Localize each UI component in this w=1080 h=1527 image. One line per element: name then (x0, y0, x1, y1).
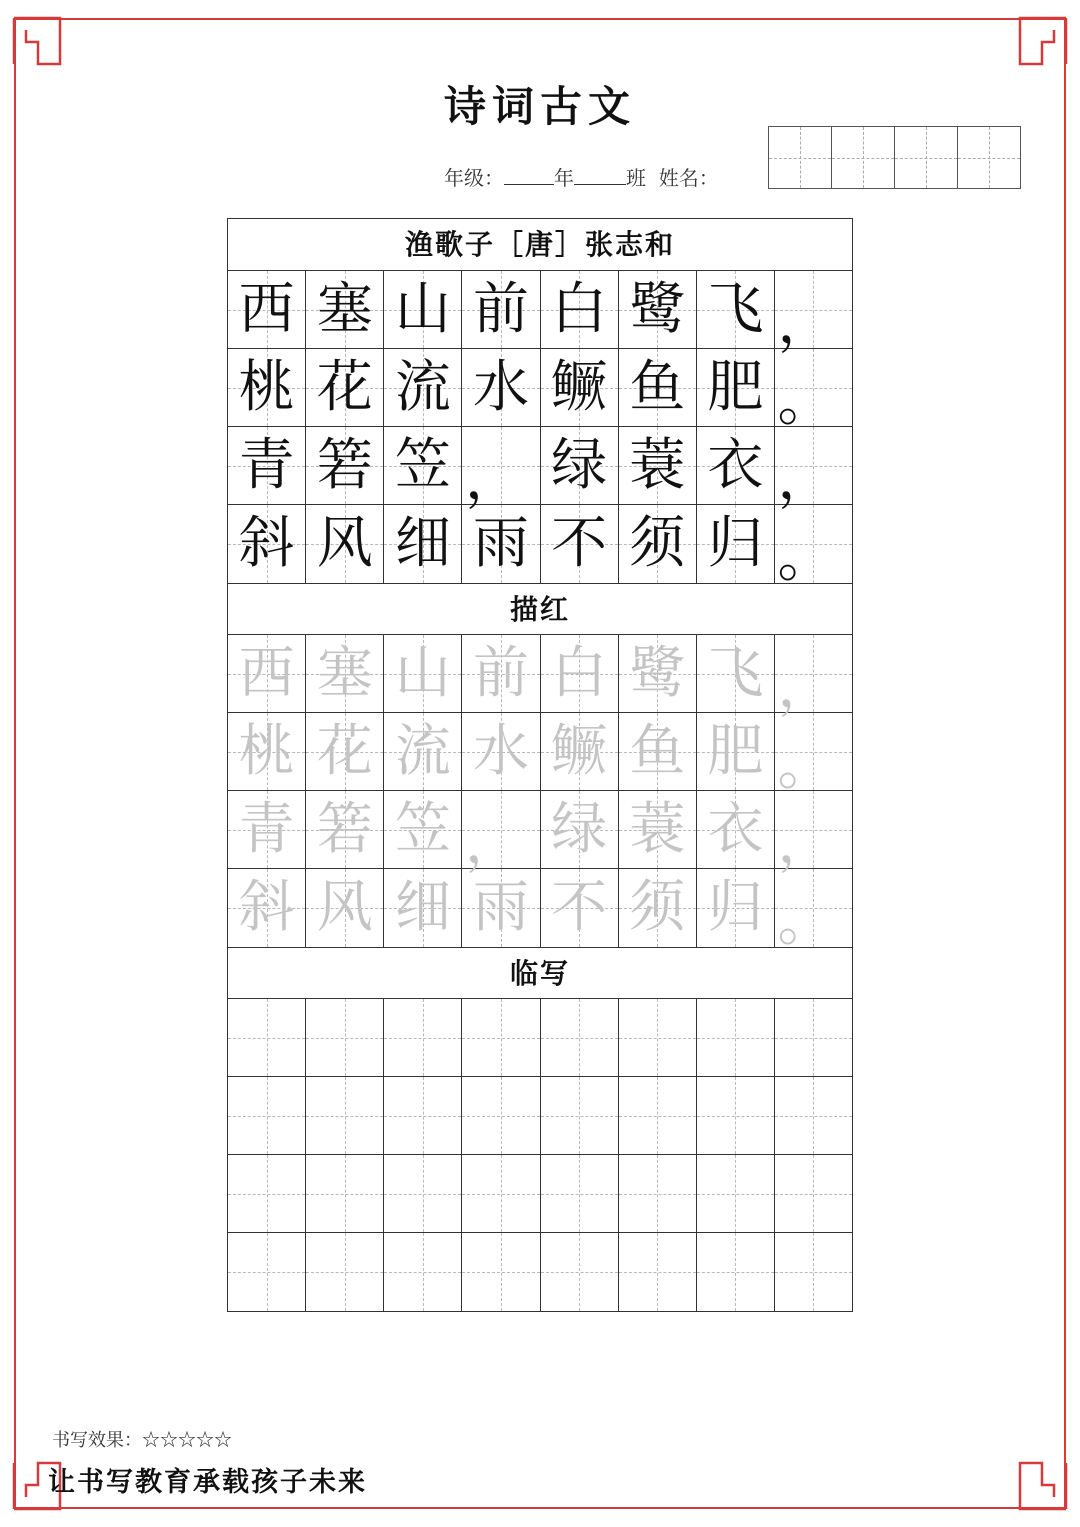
student-info (444, 162, 719, 191)
trace-cell[interactable] (775, 791, 852, 876)
copy-cell[interactable] (228, 999, 306, 1076)
character: 白 (551, 276, 608, 342)
model-cell (775, 505, 852, 590)
character: 西 (238, 276, 295, 342)
trace-cell[interactable] (306, 713, 384, 790)
grade-label: 年级： (444, 166, 504, 190)
character: 细 (394, 875, 451, 940)
model-cell (619, 349, 697, 426)
trace-cell[interactable] (306, 791, 384, 868)
copy-cell[interactable] (619, 1233, 697, 1311)
character: 蓑 (629, 432, 686, 498)
copy-cell[interactable] (306, 999, 384, 1076)
model-cell (228, 349, 306, 426)
trace-cell[interactable] (228, 791, 306, 868)
model-section (228, 271, 852, 590)
character: 前 (472, 640, 529, 706)
copy-cell[interactable] (775, 1155, 852, 1232)
character: 风 (316, 511, 373, 576)
copy-cell[interactable] (462, 999, 540, 1076)
character: 斜 (238, 875, 295, 940)
character: 不 (551, 511, 608, 576)
trace-cell[interactable] (306, 869, 384, 947)
character: 鱼 (629, 354, 686, 420)
copy-cell[interactable] (541, 1155, 619, 1232)
character: 鱼 (629, 718, 686, 784)
name-boxes[interactable] (769, 126, 1021, 189)
trace-heading: 描红 (228, 583, 852, 635)
character: 肥 (707, 718, 764, 784)
trace-cell[interactable] (462, 713, 540, 790)
model-cell (462, 271, 540, 348)
character: 斜 (238, 511, 295, 576)
character: 雨 (472, 511, 529, 576)
trace-cell[interactable] (384, 791, 462, 868)
trace-cell[interactable] (462, 869, 540, 947)
character: 衣 (707, 432, 764, 498)
copy-heading: 临写 (228, 947, 852, 999)
character: 笠 (394, 796, 451, 862)
name-box[interactable] (831, 126, 895, 189)
character: 箬 (316, 796, 373, 862)
trace-cell[interactable] (462, 791, 540, 876)
character: 。 (777, 525, 834, 590)
trace-row[interactable] (228, 713, 852, 798)
character: 山 (394, 276, 451, 342)
model-cell (775, 349, 852, 434)
model-cell (306, 271, 384, 348)
trace-cell[interactable] (541, 869, 619, 947)
copy-cell[interactable] (697, 999, 775, 1076)
model-row (228, 349, 852, 434)
slogan: 让书写教育承载孩子未来 (48, 1467, 367, 1498)
copy-cell[interactable] (384, 1077, 462, 1154)
copy-cell[interactable] (697, 1155, 775, 1232)
copy-row[interactable] (228, 1155, 852, 1233)
character: 。 (777, 732, 834, 798)
character: 水 (472, 354, 529, 420)
character: 水 (472, 718, 529, 784)
character: 白 (551, 640, 608, 706)
trace-cell[interactable] (775, 713, 852, 798)
copy-row[interactable] (228, 1233, 852, 1311)
character: 风 (316, 875, 373, 940)
grade-blank[interactable] (504, 166, 554, 185)
character: 绿 (551, 432, 608, 498)
practice-sheet (227, 218, 853, 1312)
copy-cell[interactable] (462, 1155, 540, 1232)
trace-cell[interactable] (541, 635, 619, 712)
model-cell (697, 427, 775, 504)
copy-cell[interactable] (384, 1155, 462, 1232)
character: 。 (777, 368, 834, 434)
copy-cell[interactable] (462, 1077, 540, 1154)
character: 鹭 (629, 276, 686, 342)
corner-ornament (1018, 1461, 1068, 1511)
trace-cell[interactable] (619, 635, 697, 712)
name-box[interactable] (768, 126, 832, 189)
trace-cell[interactable] (228, 635, 306, 712)
trace-cell[interactable] (384, 713, 462, 790)
copy-cell[interactable] (306, 1233, 384, 1311)
trace-cell[interactable] (697, 791, 775, 868)
trace-cell[interactable] (384, 869, 462, 947)
rating-label: 书写效果：☆☆☆☆☆ (52, 1430, 232, 1451)
character: 桃 (238, 354, 295, 420)
character: 笠 (394, 432, 451, 498)
model-cell (775, 427, 852, 512)
copy-cell[interactable] (775, 1233, 852, 1311)
character: 西 (238, 640, 295, 706)
trace-cell[interactable] (541, 713, 619, 790)
character: 鳜 (551, 718, 608, 784)
model-cell (541, 271, 619, 348)
trace-cell[interactable] (228, 713, 306, 790)
copy-row[interactable] (228, 1077, 852, 1155)
copy-cell[interactable] (384, 999, 462, 1076)
character: ， (464, 446, 521, 512)
model-row (228, 427, 852, 512)
model-row (228, 505, 852, 590)
model-cell (306, 505, 384, 583)
poem-heading: 渔歌子［唐］张志和 (228, 219, 852, 271)
trace-cell[interactable] (384, 635, 462, 712)
character: ， (777, 290, 834, 356)
character: ， (777, 810, 834, 876)
trace-cell[interactable] (619, 869, 697, 947)
character: 飞 (707, 276, 764, 342)
trace-row[interactable] (228, 635, 852, 720)
copy-cell[interactable] (697, 1077, 775, 1154)
copy-cell[interactable] (228, 1155, 306, 1232)
copy-cell[interactable] (306, 1155, 384, 1232)
trace-cell[interactable] (775, 635, 852, 720)
trace-section[interactable] (228, 635, 852, 954)
trace-cell[interactable] (619, 791, 697, 868)
character: 流 (394, 354, 451, 420)
model-cell (384, 349, 462, 426)
model-cell (462, 349, 540, 426)
corner-ornament (1018, 16, 1068, 66)
model-cell (619, 505, 697, 583)
model-cell (228, 505, 306, 583)
character: 鹭 (629, 640, 686, 706)
character: 飞 (707, 640, 764, 706)
model-cell (384, 505, 462, 583)
model-cell (541, 427, 619, 504)
trace-cell[interactable] (775, 869, 852, 954)
trace-cell[interactable] (228, 869, 306, 947)
character: 雨 (472, 875, 529, 940)
character: ， (464, 810, 521, 876)
character: 肥 (707, 354, 764, 420)
character: 前 (472, 276, 529, 342)
character: 塞 (316, 640, 373, 706)
model-cell (697, 505, 775, 583)
model-row (228, 271, 852, 356)
year-label: 年 (554, 166, 574, 190)
model-cell (462, 427, 540, 512)
model-cell (541, 505, 619, 583)
character: 细 (394, 511, 451, 576)
copy-cell[interactable] (775, 999, 852, 1076)
copy-cell[interactable] (775, 1077, 852, 1154)
model-cell (619, 271, 697, 348)
copy-section[interactable] (228, 999, 852, 1311)
class-blank[interactable] (574, 166, 626, 185)
trace-cell[interactable] (619, 713, 697, 790)
character: 流 (394, 718, 451, 784)
name-box[interactable] (894, 126, 958, 189)
character: 青 (238, 432, 295, 498)
character: 箬 (316, 432, 373, 498)
character: 花 (316, 354, 373, 420)
copy-cell[interactable] (619, 1155, 697, 1232)
model-cell (384, 271, 462, 348)
character: ， (777, 446, 834, 512)
character: 山 (394, 640, 451, 706)
model-cell (775, 271, 852, 356)
copy-cell[interactable] (541, 1077, 619, 1154)
character: 归 (707, 511, 764, 576)
copy-cell[interactable] (228, 1077, 306, 1154)
copy-cell[interactable] (462, 1233, 540, 1311)
copy-row[interactable] (228, 999, 852, 1077)
character: ， (777, 654, 834, 720)
model-cell (228, 271, 306, 348)
character: 衣 (707, 796, 764, 862)
trace-cell[interactable] (462, 635, 540, 712)
copy-cell[interactable] (619, 1077, 697, 1154)
copy-cell[interactable] (228, 1233, 306, 1311)
model-cell (306, 427, 384, 504)
model-cell (541, 349, 619, 426)
name-label: 姓名： (658, 166, 719, 190)
trace-cell[interactable] (697, 635, 775, 712)
character: 桃 (238, 718, 295, 784)
trace-row[interactable] (228, 791, 852, 876)
copy-cell[interactable] (541, 999, 619, 1076)
copy-cell[interactable] (306, 1077, 384, 1154)
trace-cell[interactable] (697, 713, 775, 790)
model-cell (228, 427, 306, 504)
copy-cell[interactable] (697, 1233, 775, 1311)
copy-cell[interactable] (541, 1233, 619, 1311)
model-cell (697, 271, 775, 348)
character: 不 (551, 875, 608, 940)
trace-row[interactable] (228, 869, 852, 954)
character: 绿 (551, 796, 608, 862)
character: 青 (238, 796, 295, 862)
trace-cell[interactable] (541, 791, 619, 868)
character: 花 (316, 718, 373, 784)
model-cell (697, 349, 775, 426)
trace-cell[interactable] (306, 635, 384, 712)
character: 。 (777, 889, 834, 954)
character: 塞 (316, 276, 373, 342)
class-label: 班 (626, 166, 646, 190)
character: 归 (707, 875, 764, 940)
name-box[interactable] (957, 126, 1021, 189)
character: 须 (629, 511, 686, 576)
corner-ornament (12, 16, 62, 66)
copy-cell[interactable] (384, 1233, 462, 1311)
character: 蓑 (629, 796, 686, 862)
trace-cell[interactable] (697, 869, 775, 947)
model-cell (619, 427, 697, 504)
model-cell (306, 349, 384, 426)
character: 鳜 (551, 354, 608, 420)
character: 须 (629, 875, 686, 940)
copy-cell[interactable] (619, 999, 697, 1076)
page-title: 诗词古文 (443, 82, 636, 131)
model-cell (462, 505, 540, 583)
model-cell (384, 427, 462, 504)
